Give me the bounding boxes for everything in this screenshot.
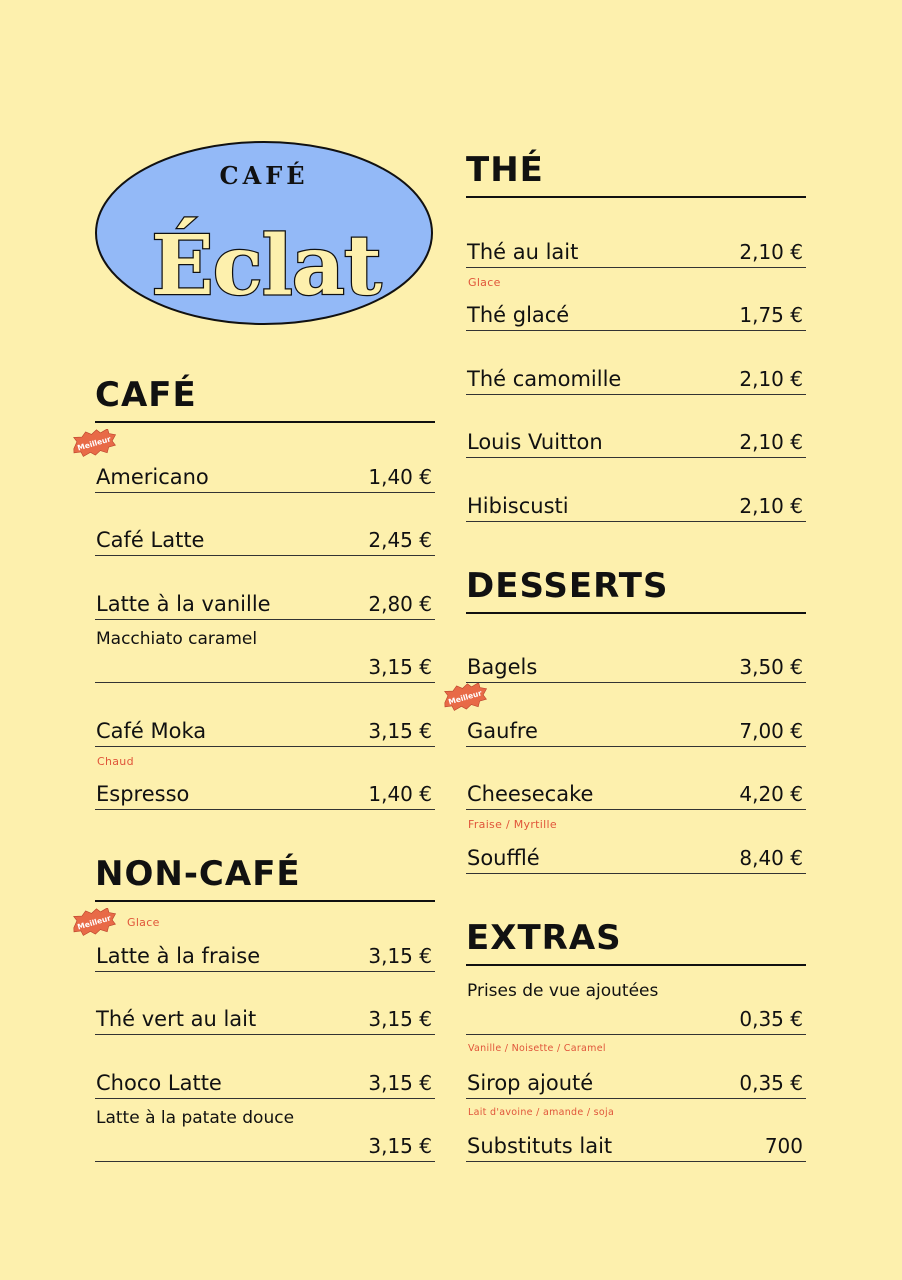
section-divider: [466, 964, 806, 966]
menu-item: [466, 331, 806, 395]
item-price: 2,45 €: [368, 528, 432, 552]
section-the: [466, 150, 806, 522]
menu-item: [447, 683, 806, 747]
item-price: 2,10 €: [739, 239, 803, 264]
item-price: 2,10 €: [739, 493, 803, 518]
item-price: 2,10 €: [739, 430, 803, 454]
left-column: [76, 375, 435, 1162]
right-column: [447, 150, 806, 1162]
menu-item: [95, 1099, 435, 1163]
best-seller-badge-icon: [440, 683, 490, 711]
logo-top-word: CAFÉ: [219, 161, 309, 190]
section-divider: [95, 421, 435, 423]
svg-text:Meilleur: Meilleur: [447, 688, 483, 707]
item-name: Substituts lait: [467, 1134, 613, 1158]
item-price: 7,00 €: [739, 718, 803, 743]
item-name: Louis Vuitton: [467, 430, 603, 454]
item-name: Latte à la patate douce: [96, 1107, 295, 1128]
svg-text:Meilleur: Meilleur: [76, 913, 112, 932]
section-title-noncafe: NON-CAFÉ: [95, 854, 301, 894]
menu-item: [95, 556, 435, 620]
item-name: Sirop ajouté: [467, 1070, 594, 1095]
logo-name: Éclat: [151, 218, 381, 314]
section-cafe: [76, 375, 435, 810]
item-name: Cheesecake: [467, 782, 594, 806]
item-price: 3,15 €: [368, 718, 432, 743]
menu-item: [466, 204, 806, 268]
item-note: Lait d'avoine / amande / soja: [468, 1106, 615, 1118]
item-note: Glace: [127, 916, 160, 929]
menu-item: [466, 972, 806, 1036]
menu-item: [466, 268, 806, 332]
menu-item: [95, 1035, 435, 1099]
item-note: Glace: [468, 275, 501, 289]
menu-item: [466, 1099, 806, 1163]
item-price: 3,15 €: [368, 1070, 432, 1095]
menu-item: [466, 395, 806, 459]
menu-item: [95, 620, 435, 684]
menu-item: [95, 683, 435, 747]
item-price: 3,15 €: [368, 943, 432, 968]
section-title-extras: EXTRAS: [466, 917, 622, 958]
item-name: Gaufre: [467, 718, 538, 743]
item-note: Chaud: [97, 754, 134, 768]
item-name: Thé glacé: [467, 303, 570, 327]
menu-item: [95, 493, 435, 557]
menu-item: [466, 810, 806, 874]
item-name: Choco Latte: [96, 1070, 222, 1095]
menu-item: [466, 620, 806, 684]
item-name: Prises de vue ajoutées: [467, 980, 659, 1001]
item-price: 3,15 €: [368, 1134, 432, 1158]
section-desserts: [447, 565, 806, 874]
item-price: 8,40 €: [739, 845, 803, 870]
item-name: Latte à la vanille: [96, 591, 271, 616]
menu-item: [466, 747, 806, 811]
svg-text:Meilleur: Meilleur: [76, 434, 112, 453]
item-price: 2,80 €: [368, 591, 432, 616]
menu-item: [76, 908, 435, 972]
section-extras: [466, 918, 806, 1163]
item-price: 4,20 €: [739, 782, 803, 806]
item-note: Vanille / Noisette / Caramel: [468, 1043, 606, 1054]
item-price: 1,75 €: [739, 303, 803, 327]
item-name: Café Moka: [96, 718, 207, 743]
item-price: 3,15 €: [368, 655, 432, 679]
section-title-desserts: DESSERTS: [466, 565, 669, 606]
item-name: Americano: [96, 464, 209, 489]
item-name: Hibiscusti: [467, 493, 569, 518]
menu-item: [466, 1035, 806, 1099]
item-price: 1,40 €: [368, 782, 432, 806]
item-price: 2,10 €: [739, 366, 803, 391]
item-name: Espresso: [96, 782, 190, 806]
menu-item: [95, 972, 435, 1036]
item-name: Macchiato caramel: [96, 628, 258, 649]
section-divider: [466, 196, 806, 198]
item-name: Thé camomille: [467, 366, 622, 391]
item-name: Bagels: [467, 655, 538, 679]
section-title-cafe: CAFÉ: [95, 375, 197, 415]
item-price: 3,50 €: [739, 655, 803, 679]
section-title-the: THÉ: [466, 150, 544, 190]
best-seller-badge-icon: [69, 429, 119, 457]
menu-item: [76, 429, 435, 493]
item-price: 700: [764, 1134, 803, 1158]
item-name: Café Latte: [96, 528, 205, 552]
best-seller-badge-icon: [69, 908, 119, 936]
section-divider: [466, 612, 806, 614]
item-price: 1,40 €: [368, 464, 432, 489]
item-note: Fraise / Myrtille: [468, 818, 557, 831]
cafe-logo: [94, 140, 434, 326]
item-name: Thé vert au lait: [96, 1007, 257, 1031]
menu-item: [95, 747, 435, 811]
section-noncafe: [76, 854, 435, 1162]
section-divider: [95, 900, 435, 902]
item-name: Soufflé: [467, 845, 540, 870]
item-price: 0,35 €: [739, 1070, 803, 1095]
item-name: Latte à la fraise: [96, 943, 261, 968]
item-price: 3,15 €: [368, 1007, 432, 1031]
menu-item: [466, 458, 806, 522]
item-price: 0,35 €: [739, 1007, 803, 1031]
item-name: Thé au lait: [467, 239, 579, 264]
